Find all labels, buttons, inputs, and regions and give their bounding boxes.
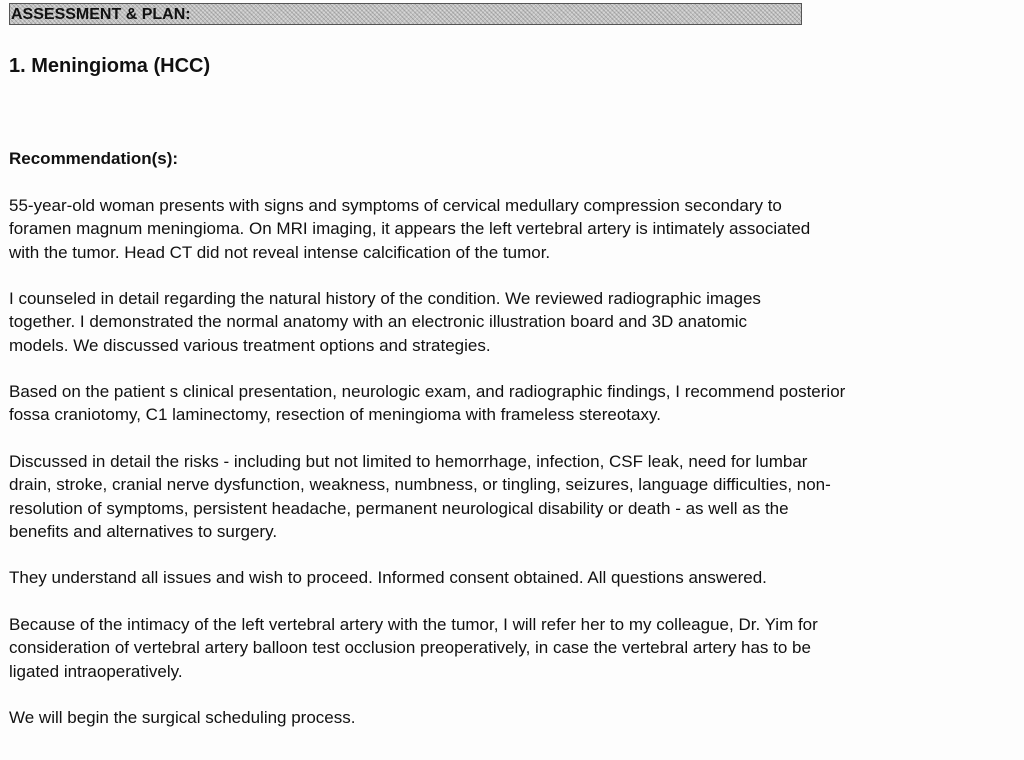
paragraph-counseling [9,287,761,357]
paragraph-line: drain, stroke, cranial nerve dysfunction, weakness, numbness, or tingling, seizures, language difficulties, non- [9,475,831,495]
paragraph-line: ligated intraoperatively. [9,661,183,681]
problem-title: 1. Meningioma (HCC) [9,55,211,77]
paragraph-line: Because of the intimacy of the left vertebral artery with the tumor, I will refer her to my colleague, Dr. Yim for [9,615,818,634]
recommendations-heading: Recommendation(s): [9,149,179,168]
paragraph-line: We will begin the surgical scheduling process. [9,708,356,727]
paragraph-line: I counseled in detail regarding the natural history of the condition. We reviewed radiographic images [9,289,761,308]
paragraph-consent [9,566,767,589]
paragraph-line: benefits and alternatives to surgery. [9,521,278,541]
paragraph-line: resolution of symptoms, persistent headache, permanent neurological disability or death - as well as the [9,498,789,518]
paragraph-referral [9,613,818,683]
paragraph-line: foramen magnum meningioma. On MRI imaging, it appears the left vertebral artery is intimately associated [9,219,811,239]
paragraph-recommendation [9,380,845,427]
paragraph-risks [9,450,831,543]
paragraph-line: models. We discussed various treatment options and strategies. [9,335,491,355]
section-header-title: ASSESSMENT & PLAN: [11,6,191,23]
paragraph-presentation [9,194,810,264]
paragraph-line: with the tumor. Head CT did not reveal intense calcification of the tumor. [9,242,551,262]
paragraph-line: Based on the patient s clinical presentation, neurologic exam, and radiographic findings, I recommend posterior [9,382,846,401]
paragraph-line: Discussed in detail the risks - including but not limited to hemorrhage, infection, CSF leak, need for lumbar [9,452,808,471]
paragraph-line: They understand all issues and wish to proceed. Informed consent obtained. All questions answered. [9,568,767,587]
paragraph-line: 55-year-old woman presents with signs and symptoms of cervical medullary compression secondary to [9,196,782,215]
paragraph-line: consideration of vertebral artery balloon test occlusion preoperatively, in case the vertebral artery has to be [9,638,811,658]
paragraph-scheduling [9,706,355,729]
paragraph-line: fossa craniotomy, C1 laminectomy, resection of meningioma with frameless stereotaxy. [9,405,661,425]
paragraph-line: together. I demonstrated the normal anatomy with an electronic illustration board and 3D anatomic [9,312,748,332]
section-header-bar [9,3,802,25]
